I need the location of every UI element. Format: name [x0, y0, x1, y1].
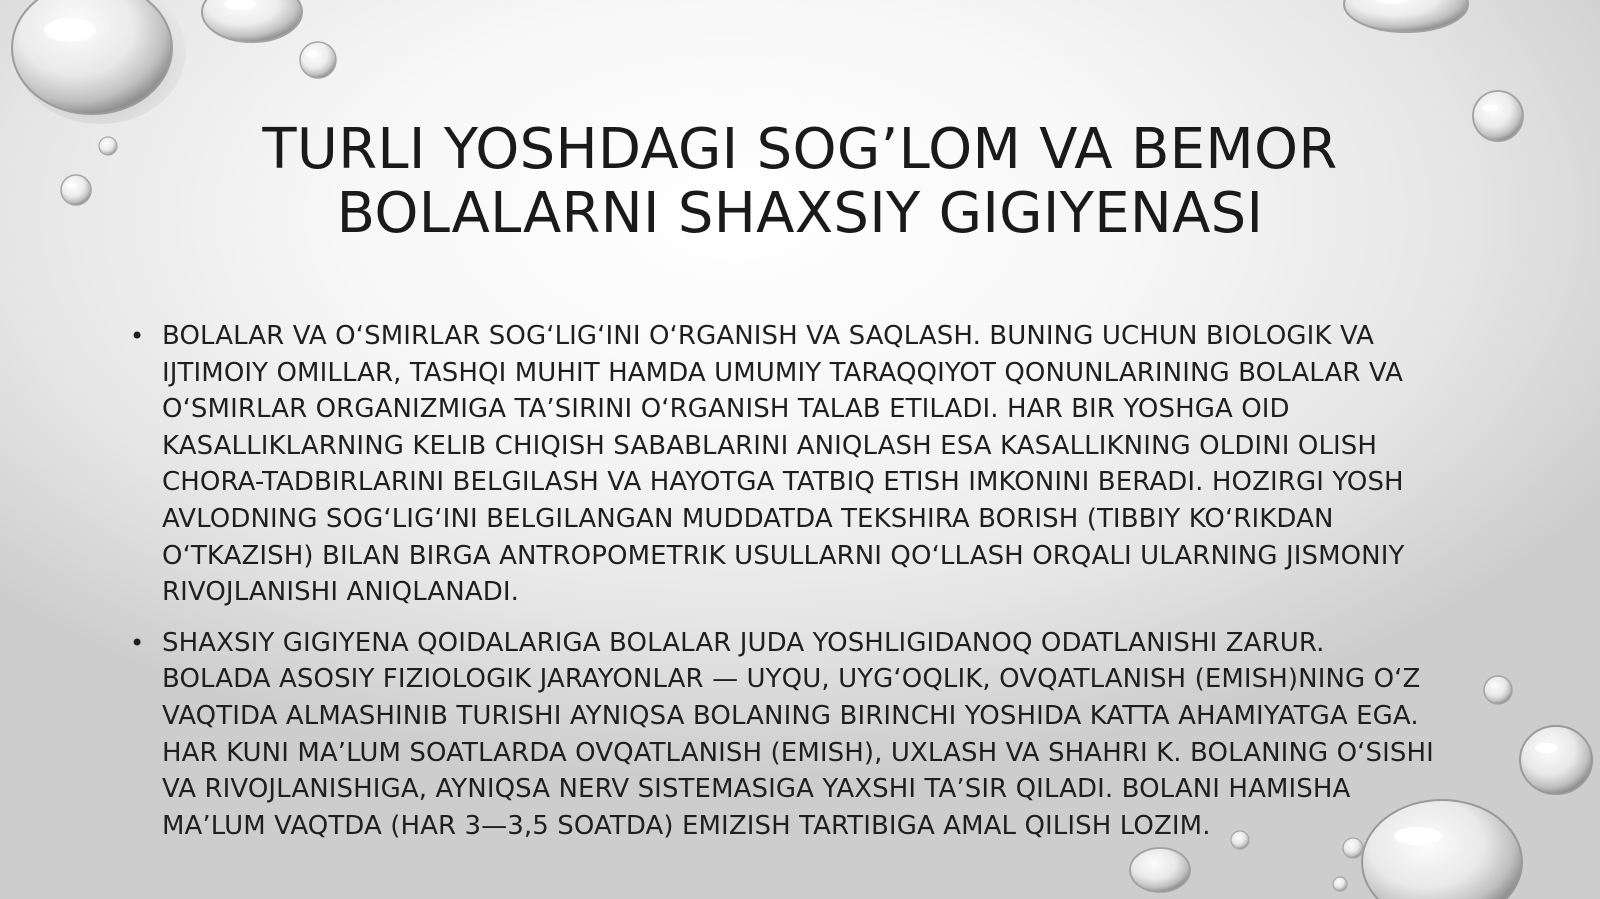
drop-right-large [1520, 726, 1592, 794]
bullet-text-line: VA RIVOJLANISHIGA, AYNIQSA NERV SISTEMASIGA YAXSHI TA’SIR QILADI. BOLANI HAMISHA [162, 774, 1351, 805]
drop-top-left-small-3 [61, 175, 91, 205]
slide-title-line: BOLALARNI SHAXSIY GIGIYENASI [336, 181, 1264, 246]
bullet-text-line: AVLODNING SOG‘LIG‘INI BELGILANGAN MUDDATDA TEKSHIRA BORISH (TIBBIY KO‘RIKDAN [162, 503, 1334, 534]
bullet-text-line: O‘SMIRLAR ORGANIZMIGA TA’SIRINI O‘RGANISH TALAB ETILADI. HAR BIR YOSHGA OID [162, 394, 1290, 425]
bullet-text-line: VAQTIDA ALMASHINIB TURISHI AYNIQSA BOLANING BIRINCHI YOSHIDA KATTA AHAMIYATGA EGA. [162, 700, 1419, 731]
drop-top-left-large [12, 0, 186, 124]
drop-top-left-medium [202, 0, 302, 42]
slide-title-line: TURLI YOSHDAGI SOG’LOM VA BEMOR [262, 117, 1338, 182]
bullet-list [130, 318, 1480, 858]
drop-top-right-medium [1344, 0, 1468, 32]
bullet-text-line: BOLADA ASOSIY FIZIOLOGIK JARAYONLAR — UYQU, UYG‘OQLIK, OVQATLANISH (EMISH)NING O‘Z [162, 664, 1421, 695]
bullet-icon: • [130, 322, 145, 350]
bullet-text-line: KASALLIKLARNING KELIB CHIQISH SABABLARINI ANIQLASH ESA KASALLIKNING OLDINI OLISH [162, 430, 1378, 461]
drop-top-left-small-1 [300, 42, 336, 78]
bullet-text-line: BOLALAR VA O‘SMIRLAR SOG‘LIG‘INI O‘RGANISH VA SAQLASH. BUNING UCHUN BIOLOGIK VA [162, 321, 1375, 351]
bullet-text-line: IJTIMOIY OMILLAR, TASHQI MUHIT HAMDA UMUMIY TARAQQIYOT QONUNLARINING BOLALAR VA [162, 357, 1403, 388]
bullet-text-line: SHAXSIY GIGIYENA QOIDALARIGA BOLALAR JUDA YOSHLIGIDANOQ ODATLANISHI ZARUR. [162, 627, 1325, 658]
drop-right-small-1 [1484, 676, 1512, 704]
drop-top-left-small-2 [99, 137, 117, 155]
bullet-text-line: O‘TKAZISH) BILAN BIRGA ANTROPOMETRIK USULLARNI QO‘LLASH ORQALI ULARNING JISMONIY [162, 540, 1405, 571]
bullet-item [130, 318, 1480, 611]
drop-top-right-small [1473, 91, 1523, 141]
bullet-text-line: CHORA-TADBIRLARINI BELGILASH VA HAYOTGA TATBIQ ETISH IMKONINI BERADI. HOZIRGI YOSH [162, 467, 1404, 498]
slide-title [160, 118, 1440, 246]
bullet-item [130, 625, 1480, 845]
bullet-text-line: MA’LUM VAQTDA (HAR 3—3,5 SOATDA) EMIZISH TARTIBIGA AMAL QILISH LOZIM. [162, 810, 1211, 841]
drop-bottom-right-small-2 [1333, 877, 1347, 891]
bullet-text-line: RIVOJLANISHI ANIQLANADI. [162, 577, 519, 608]
bullet-icon: • [130, 628, 145, 657]
bullet-text-line: HAR KUNI MA’LUM SOATLARDA OVQATLANISH (EMISH), UXLASH VA SHAHRI K. BOLANING O‘SISHI [162, 737, 1434, 768]
